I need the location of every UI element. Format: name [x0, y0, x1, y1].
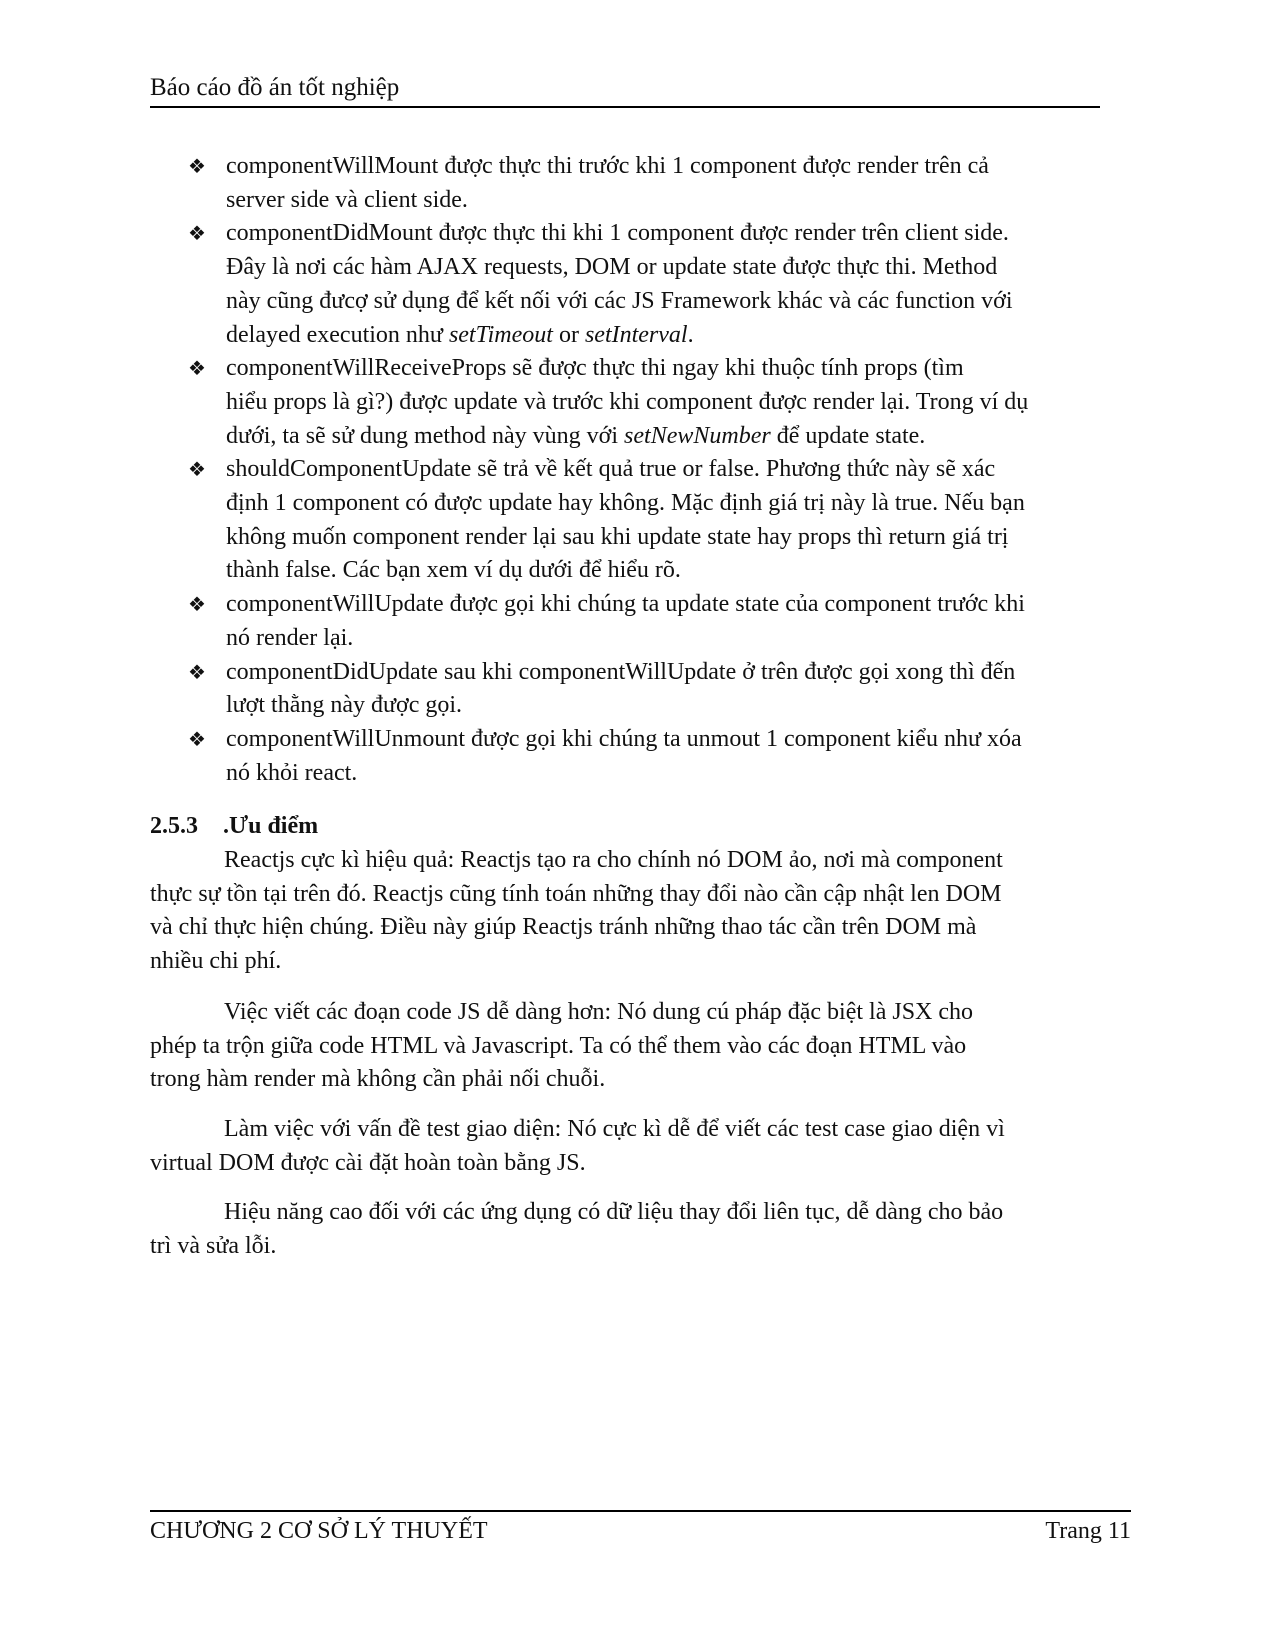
lifecycle-bullet-list [188, 150, 1138, 790]
bullet-text [226, 453, 1138, 588]
text-line: phép ta trộn giữa code HTML và Javascript. Ta có thể them vào các đoạn HTML vào [150, 1032, 967, 1059]
text-line: Reactjs cực kì hiệu quả: Reactjs tạo ra cho chính nó DOM ảo, nơi mà component [224, 847, 1003, 873]
paragraph-testing [150, 1113, 1140, 1180]
text-line: thực sự tồn tại trên đó. Reactjs cũng tính toán những thay đổi nào cần cập nhật len DOM [150, 880, 1002, 907]
paragraph-jsx [150, 996, 1140, 1097]
bullet-item-component-will-receive-props [188, 352, 1138, 453]
text-line: Làm việc với vấn đề test giao diện: Nó cực kì dễ để viết các test case giao diện vì [224, 1116, 1005, 1142]
bullet-text [226, 217, 1138, 352]
diamond-bullet-icon: ❖ [188, 659, 206, 684]
text-line: trong hàm render mà không cần phải nối chuỗi. [150, 1066, 606, 1093]
text-line: nó render lại. [226, 624, 354, 651]
text-line: lượt thằng này được gọi. [226, 692, 463, 719]
text-line: thành false. Các bạn xem ví dụ dưới để hiểu rõ. [226, 557, 681, 584]
section-number: 2.5.3 [150, 813, 198, 839]
bullet-text [226, 150, 1138, 217]
text-line: componentWillUpdate được gọi khi chúng ta update state của component trước khi [226, 591, 1025, 618]
section-heading [150, 810, 850, 842]
diamond-bullet-icon: ❖ [188, 457, 206, 482]
section-title: .Ưu điểm [223, 813, 319, 839]
text-line: componentDidMount được thực thi khi 1 component được render trên client side. [226, 220, 1009, 247]
bullet-item-component-will-mount [188, 150, 1138, 217]
header-title: Báo cáo đồ án tốt nghiệp [150, 74, 400, 101]
text-segment: or [552, 321, 585, 348]
text-line: componentWillReceiveProps sẽ được thực thi ngay khi thuộc tính props (tìm [226, 355, 964, 382]
diamond-bullet-icon: ❖ [188, 356, 206, 381]
bullet-item-component-will-unmount [188, 723, 1138, 790]
paragraph-high-performance [150, 1196, 1140, 1263]
text-segment: dưới, ta sẽ sử dung method này vùng với [226, 422, 625, 449]
diamond-bullet-icon: ❖ [188, 592, 206, 617]
bullet-text [226, 352, 1138, 453]
text-line: Việc viết các đoạn code JS dễ dàng hơn: Nó dung cú pháp đặc biệt là JSX cho [224, 999, 974, 1025]
text-line: nó khỏi react. [226, 759, 358, 786]
text-line: componentDidUpdate sau khi componentWillUpdate ở trên được gọi xong thì đến [226, 658, 1016, 685]
text-line: trì và sửa lỗi. [150, 1232, 277, 1259]
bullet-item-should-component-update [188, 453, 1138, 588]
bullet-item-component-did-update [188, 656, 1138, 723]
text-segment: delayed execution như [226, 321, 449, 348]
code-term-set-new-number: setNewNumber [624, 422, 771, 449]
diamond-bullet-icon: ❖ [188, 154, 206, 178]
text-line: componentWillUnmount được gọi khi chúng ta unmout 1 component kiểu như xóa [226, 725, 1022, 752]
page-header [150, 72, 1100, 108]
bullet-item-component-will-update [188, 588, 1138, 655]
text-line: componentWillMount được thực thi trước khi 1 component được render trên cả [226, 153, 989, 179]
text-segment: . [687, 321, 694, 348]
text-line: này cũng đưcợ sử dụng để kết nối với các JS Framework khác và các function với [226, 287, 1013, 314]
text-line: virtual DOM được cài đặt hoàn toàn bằng JS. [150, 1149, 586, 1176]
bullet-item-component-did-mount [188, 217, 1138, 352]
diamond-bullet-icon: ❖ [188, 726, 206, 751]
code-term-set-timeout: setTimeout [448, 321, 553, 348]
text-line: shouldComponentUpdate sẽ trả về kết quả true or false. Phương thức này sẽ xác [226, 456, 996, 483]
text-line: hiểu props là gì?) được update và trước khi component được render lại. Trong ví dụ [226, 388, 1029, 415]
bullet-text [226, 656, 1138, 723]
bullet-text [226, 723, 1138, 790]
text-line: nhiều chi phí. [150, 948, 282, 975]
code-term-set-interval: setInterval [584, 321, 688, 348]
text-line: và chỉ thực hiện chúng. Điều này giúp Reactjs tránh những thao tác cần trên DOM mà [150, 914, 977, 941]
footer-chapter: CHƯƠNG 2 CƠ SỞ LÝ THUYẾT [150, 1518, 488, 1544]
text-line [226, 319, 1138, 353]
text-line: Đây là nơi các hàm AJAX requests, DOM or update state được thực thi. Method [226, 254, 998, 281]
paragraph-performance [150, 844, 1140, 979]
footer-page-number: Trang 11 [1045, 1518, 1131, 1544]
text-line: định 1 component có được update hay không. Mặc định giá trị này là true. Nếu bạn [226, 490, 1025, 517]
bullet-text [226, 588, 1138, 655]
text-segment: để update state. [770, 422, 926, 449]
text-line [226, 420, 1138, 454]
diamond-bullet-icon: ❖ [188, 221, 206, 246]
text-line: Hiệu năng cao đối với các ứng dụng có dữ liệu thay đổi liên tục, dễ dàng cho bảo [224, 1199, 1004, 1225]
page-footer [150, 1510, 1131, 1552]
text-line: server side và client side. [226, 186, 468, 213]
text-line: không muốn component render lại sau khi update state hay props thì return giá trị [226, 523, 1009, 550]
